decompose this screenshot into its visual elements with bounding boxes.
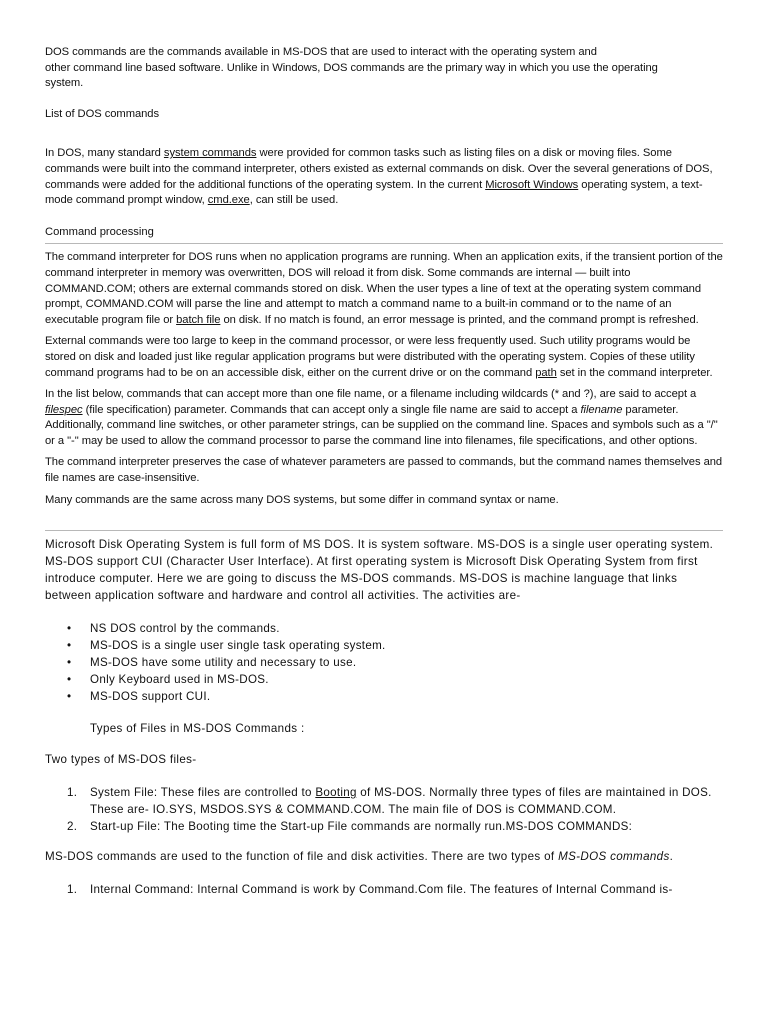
command-interpreter-paragraph: The command interpreter for DOS runs when no application programs are running. When an application exits, if the transient portion of the command interpreter in memory was overwritten, DOS will reload it from disk. Some commands are internal — built into COMMAND.COM; others are external commands stored on disk. When the user types a line of text at the operating system command prompt, COMMAND.COM will parse the line and attempt to match a command name to a built-in command or to the name of an executable program file or batch file on disk. If no match is found, an error message is printed, and the command prompt is refreshed.: [45, 251, 723, 326]
filename-term: filename: [580, 403, 623, 416]
file-types-list: [45, 785, 723, 835]
batch-file-link[interactable]: batch file: [176, 313, 221, 326]
section-divider-2: [45, 530, 723, 531]
commands-paragraph: MS-DOS commands are used to the function of file and disk activities. There are two types of MS-DOS commands.: [45, 850, 674, 864]
msdos-commands-term: MS-DOS commands: [558, 850, 670, 864]
list-item: • NS DOS control by the commands.: [90, 620, 723, 637]
types-heading: Types of Files in MS-DOS Commands :: [90, 722, 305, 736]
booting-link[interactable]: Booting: [315, 786, 357, 800]
list-item: 2. Start-up File: The Booting time the Start-up File commands are normally run.MS-DOS COMMANDS:: [67, 819, 633, 833]
list-item: • MS-DOS is a single user single task operating system.: [90, 637, 723, 654]
list-item: 1. System File: These files are controlled to Booting of MS-DOS. Normally three types of files are maintained in DOS. These are- IO.SYS, MSDOS.SYS & COMMAND.COM. The main file of DOS is COMMAND.COM.: [67, 786, 712, 816]
system-commands-paragraph: In DOS, many standard system commands were provided for common tasks such as listing files on a disk or moving files. Some commands were built into the command interpreter, others existed as external commands on disk. Over the several generations of DOS, commands were added for the additional functions of the operating system. In the current Microsoft Windows operating system, a text-mode command prompt window, cmd.exe, can still be used.: [45, 147, 713, 207]
system-commands-link[interactable]: system commands: [163, 147, 257, 160]
path-link[interactable]: path: [535, 366, 557, 379]
section-divider: [45, 243, 723, 244]
microsoft-windows-link[interactable]: Microsoft Windows: [485, 178, 579, 191]
intro-paragraph: DOS commands are the commands available in MS-DOS that are used to interact with the operating system and other command line based software. Unlike in Windows, DOS commands are the primary way in which you use the operating system.: [45, 46, 658, 90]
list-item: • MS-DOS have some utility and necessary to use.: [90, 654, 723, 671]
list-item: 1. Internal Command: Internal Command is work by Command.Com file. The features of Internal Command is-: [67, 883, 673, 897]
syntax-paragraph: Many commands are the same across many DOS systems, but some differ in command syntax or name.: [45, 493, 559, 506]
cmd-exe-link[interactable]: cmd.exe: [207, 194, 250, 207]
activities-list: [45, 620, 723, 705]
list-item: • MS-DOS support CUI.: [90, 688, 723, 705]
case-paragraph: The command interpreter preserves the case of whatever parameters are passed to commands, but the command names themselves and file names are case-insensitive.: [45, 456, 723, 485]
filespec-paragraph: In the list below, commands that can accept more than one file name, or a filename including wildcards (* and ?), are said to accept a filespec (file specification) parameter. Commands that can accept only a single file name are said to accept a filename parameter. Additionally, command line switches, or other parameter strings, can be supplied on the command line. Spaces and symbols such as a "/" or a "-" may be used to allow the command processor to parse the command line into filenames, file specifications, and other options.: [45, 388, 718, 447]
command-types-list: [45, 882, 723, 899]
msdos-intro-paragraph: Microsoft Disk Operating System is full form of MS DOS. It is system software. MS-DOS is a single user operating system. MS-DOS support CUI (Character User Interface). At first operating system is Microsoft Disk Operating System from first introduce computer. Here we are going to discuss the MS-DOS commands. MS-DOS is machine language that links between application software and hardware and control all activities. The activities are-: [45, 538, 714, 602]
document-page: [45, 45, 723, 899]
section-heading: Command processing: [45, 225, 154, 238]
external-commands-paragraph: External commands were too large to keep in the command processor, or were less frequently used. Such utility programs would be stored on disk and loaded just like regular application programs but were distributed with the operating system. Copies of these utility command programs had to be on an accessible disk, either on the current drive or on the command path set in the command interpreter.: [45, 335, 713, 379]
list-item: • Only Keyboard used in MS-DOS.: [90, 671, 723, 688]
list-heading: List of DOS commands: [45, 107, 160, 120]
two-types-line: Two types of MS-DOS files-: [45, 753, 197, 767]
filespec-link[interactable]: filespec: [45, 403, 83, 416]
